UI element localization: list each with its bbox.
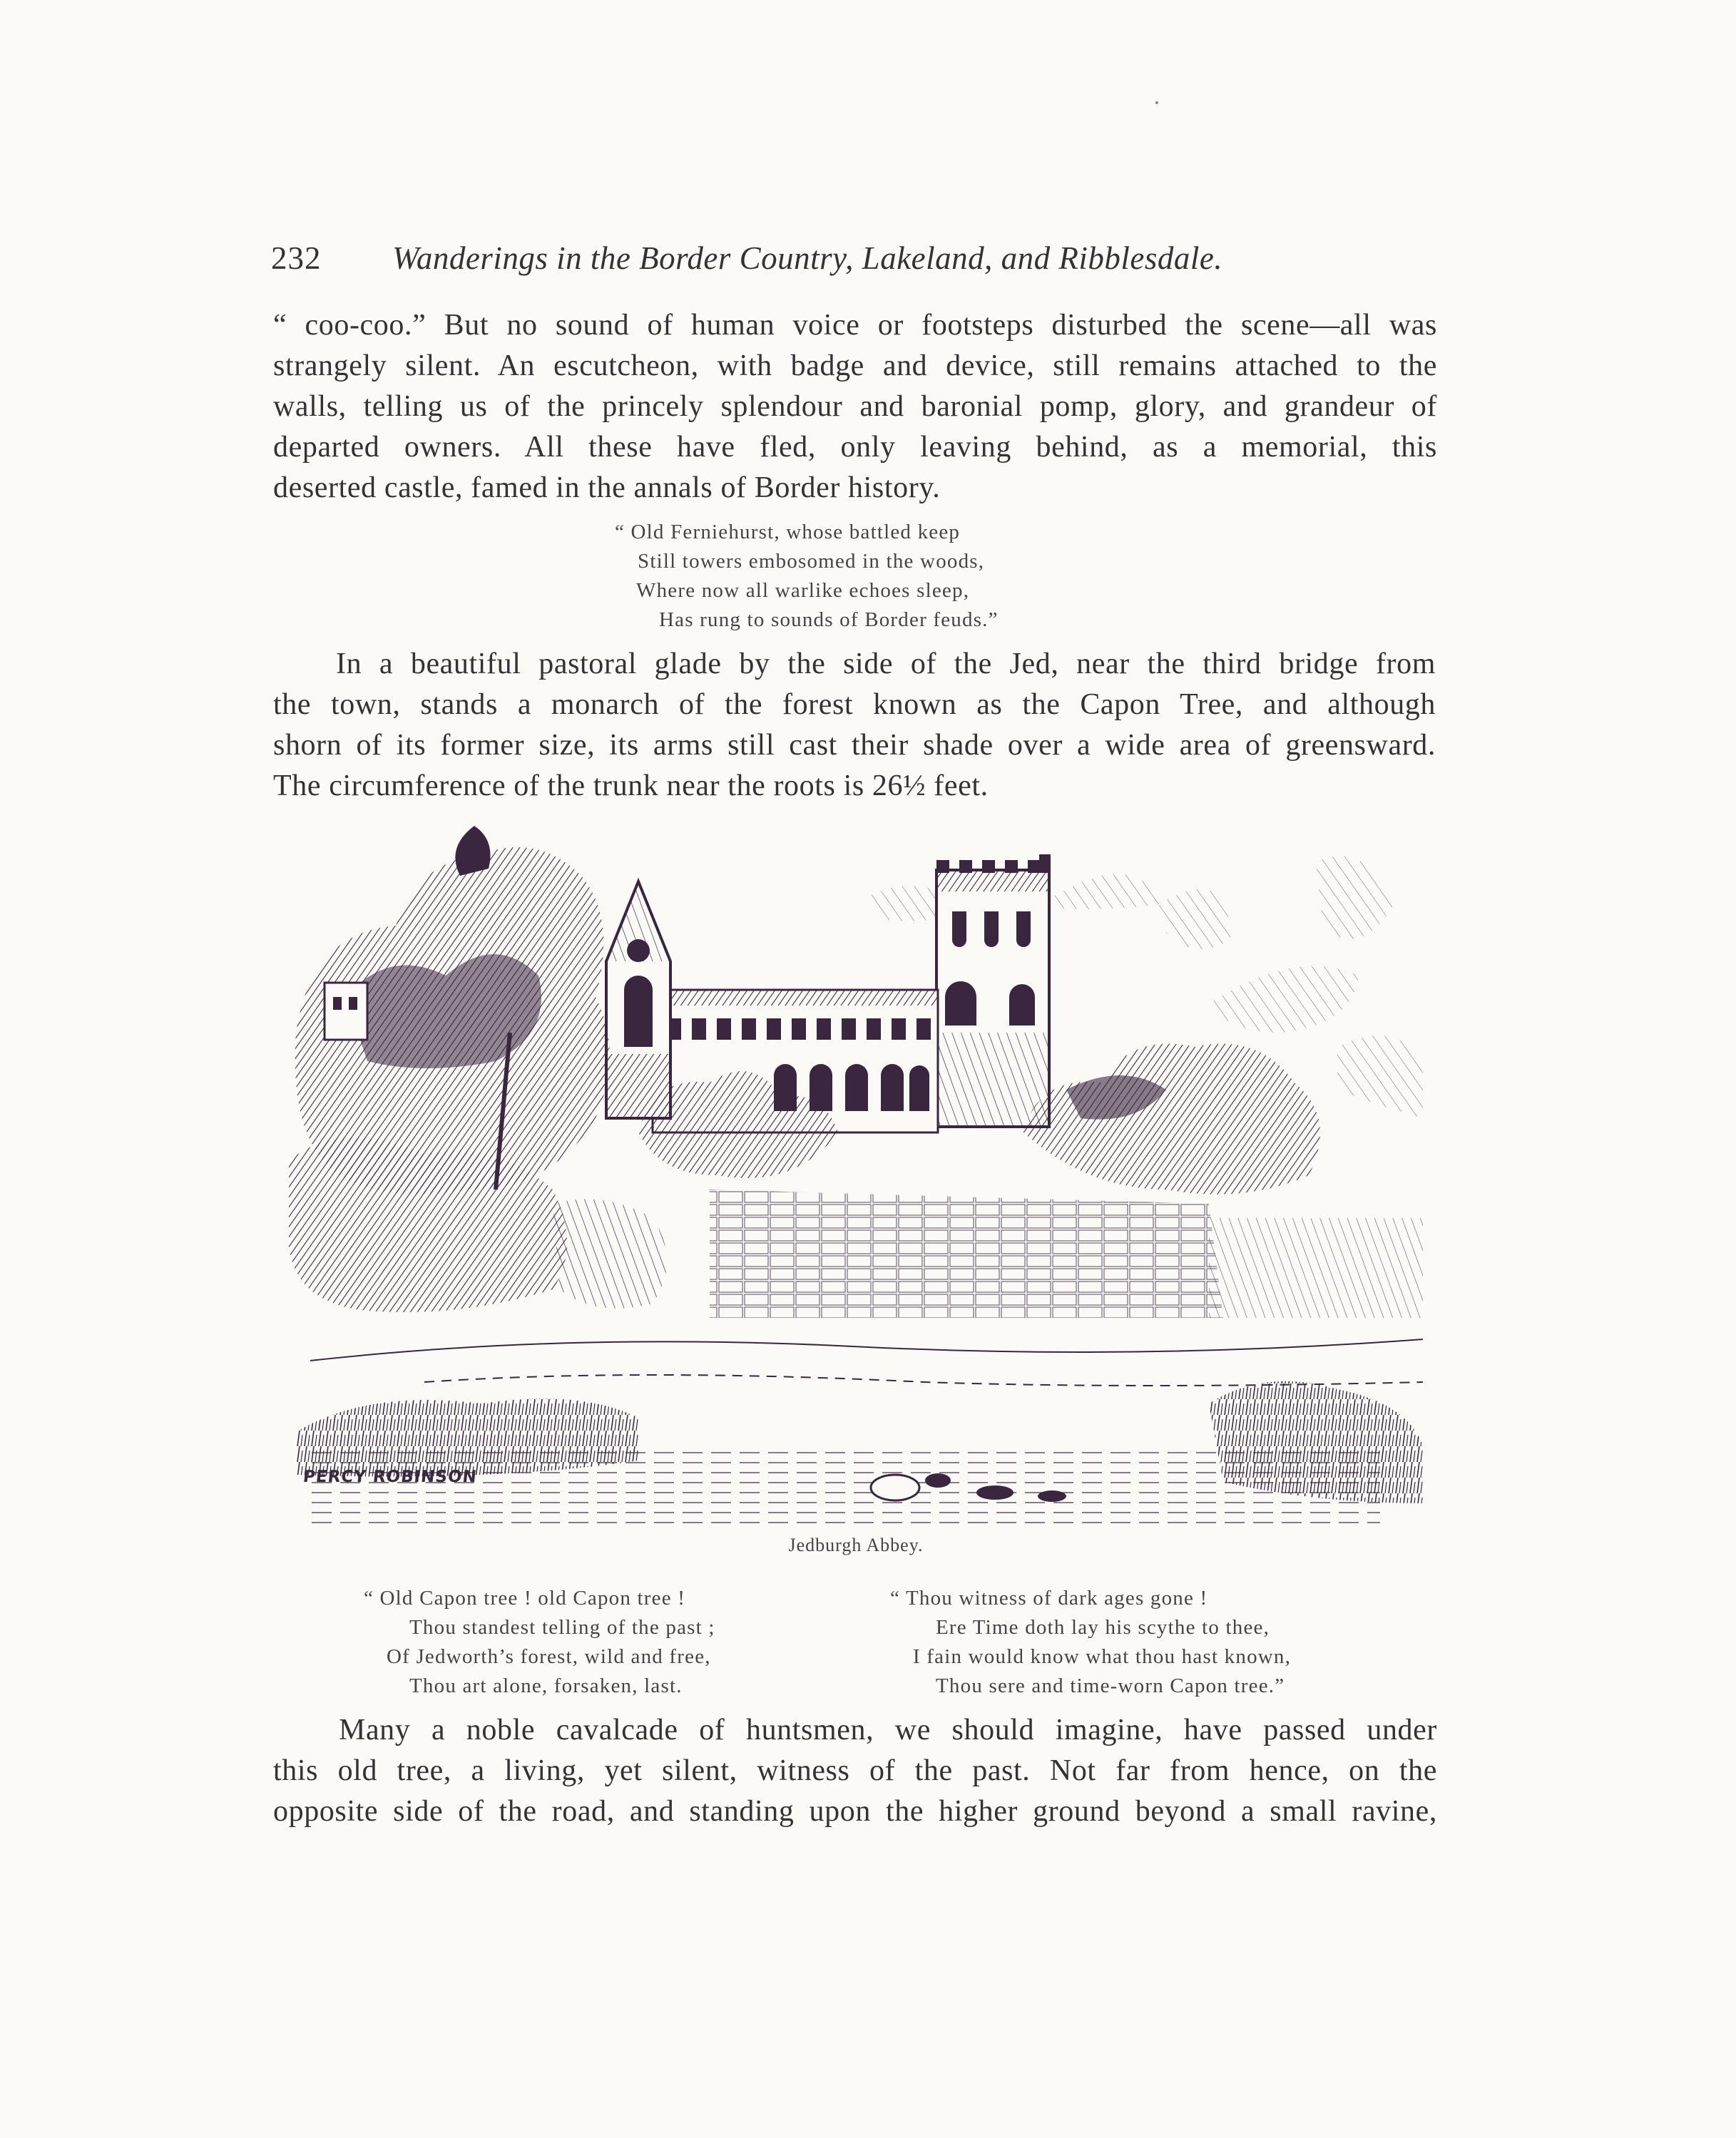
paragraph-line: strangely silent. An escutcheon, with badge and device, still remains attached to the [273,349,1437,382]
running-title: Wanderings in the Border Country, Lakeland, and Ribblesdale. [392,240,1223,276]
far-bank [310,1339,1423,1386]
paragraph-line: Many a noble cavalcade of huntsmen, we should imagine, have passed under [339,1714,1437,1746]
verse-line: Thou art alone, forsaken, last. [409,1674,683,1697]
jedburgh-abbey-engraving [282,819,1437,1532]
paragraph-1 [273,305,1437,508]
paragraph-line: opposite side of the road, and standing upon the higher ground beyond a small ravine, [273,1795,1437,1828]
verse-line: Of Jedworth’s forest, wild and free, [387,1645,711,1668]
running-head [271,240,1291,277]
verse-line: “ Old Capon tree ! old Capon tree ! [364,1587,686,1610]
verse-line: Thou sere and time-worn Capon tree.” [936,1674,1285,1697]
paragraph-2 [273,644,1436,807]
paragraph-3 [273,1710,1437,1832]
paragraph-line: In a beautiful pastoral glade by the side of the Jed, near the third bridge from [336,648,1436,680]
paragraph-line: the town, stands a monarch of the forest known as the Capon Tree, and although [273,688,1436,721]
paragraph-line: this old tree, a living, yet silent, witness of the past. Not far from hence, on the [273,1754,1437,1787]
paragraph-line: “ coo-coo.” But no sound of human voice or footsteps disturbed the scene—all was [273,309,1437,342]
paragraph-line: departed owners. All these have fled, only leaving behind, as a memorial, this [273,431,1437,464]
paragraph-line: shorn of its former size, its arms still cast their shade over a wide area of greensward. [273,729,1436,762]
paragraph-line: The circumference of the trunk near the roots is 26½ feet. [273,769,989,802]
paragraph-line: walls, telling us of the princely splendour and baronial pomp, glory, and grandeur of [273,390,1437,423]
illustration-caption: Jedburgh Abbey. [788,1535,924,1555]
abbey-tower [936,854,1051,1127]
verse-line: I fain would know what thou hast known, [913,1645,1292,1668]
paragraph-line: deserted castle, famed in the annals of Border history. [273,471,941,504]
abbey-west-gable [606,881,670,1118]
verse-line: Where now all warlike echoes sleep, [636,579,970,602]
verse-line: Still towers embosomed in the woods, [638,550,985,573]
verse-line: Thou standest telling of the past ; [409,1616,715,1639]
right-trees [1023,1044,1320,1195]
stone-wall [710,1190,1423,1318]
verse-line: Ere Time doth lay his scythe to thee, [936,1616,1270,1639]
page-number: 232 [271,240,322,276]
bank-bushes [289,1137,667,1312]
verse-capon-tree-left [364,1584,715,1701]
paper-speck [1155,101,1158,104]
verse-capon-tree-right [890,1584,1291,1701]
verse-line: “ Thou witness of dark ages gone ! [890,1587,1208,1610]
verse-ferniehurst [615,518,999,635]
artist-signature: PERCY ROBINSON [302,1468,479,1486]
verse-line: “ Old Ferniehurst, whose battled keep [615,521,961,543]
verse-line: Has rung to sounds of Border feuds.” [659,608,999,631]
